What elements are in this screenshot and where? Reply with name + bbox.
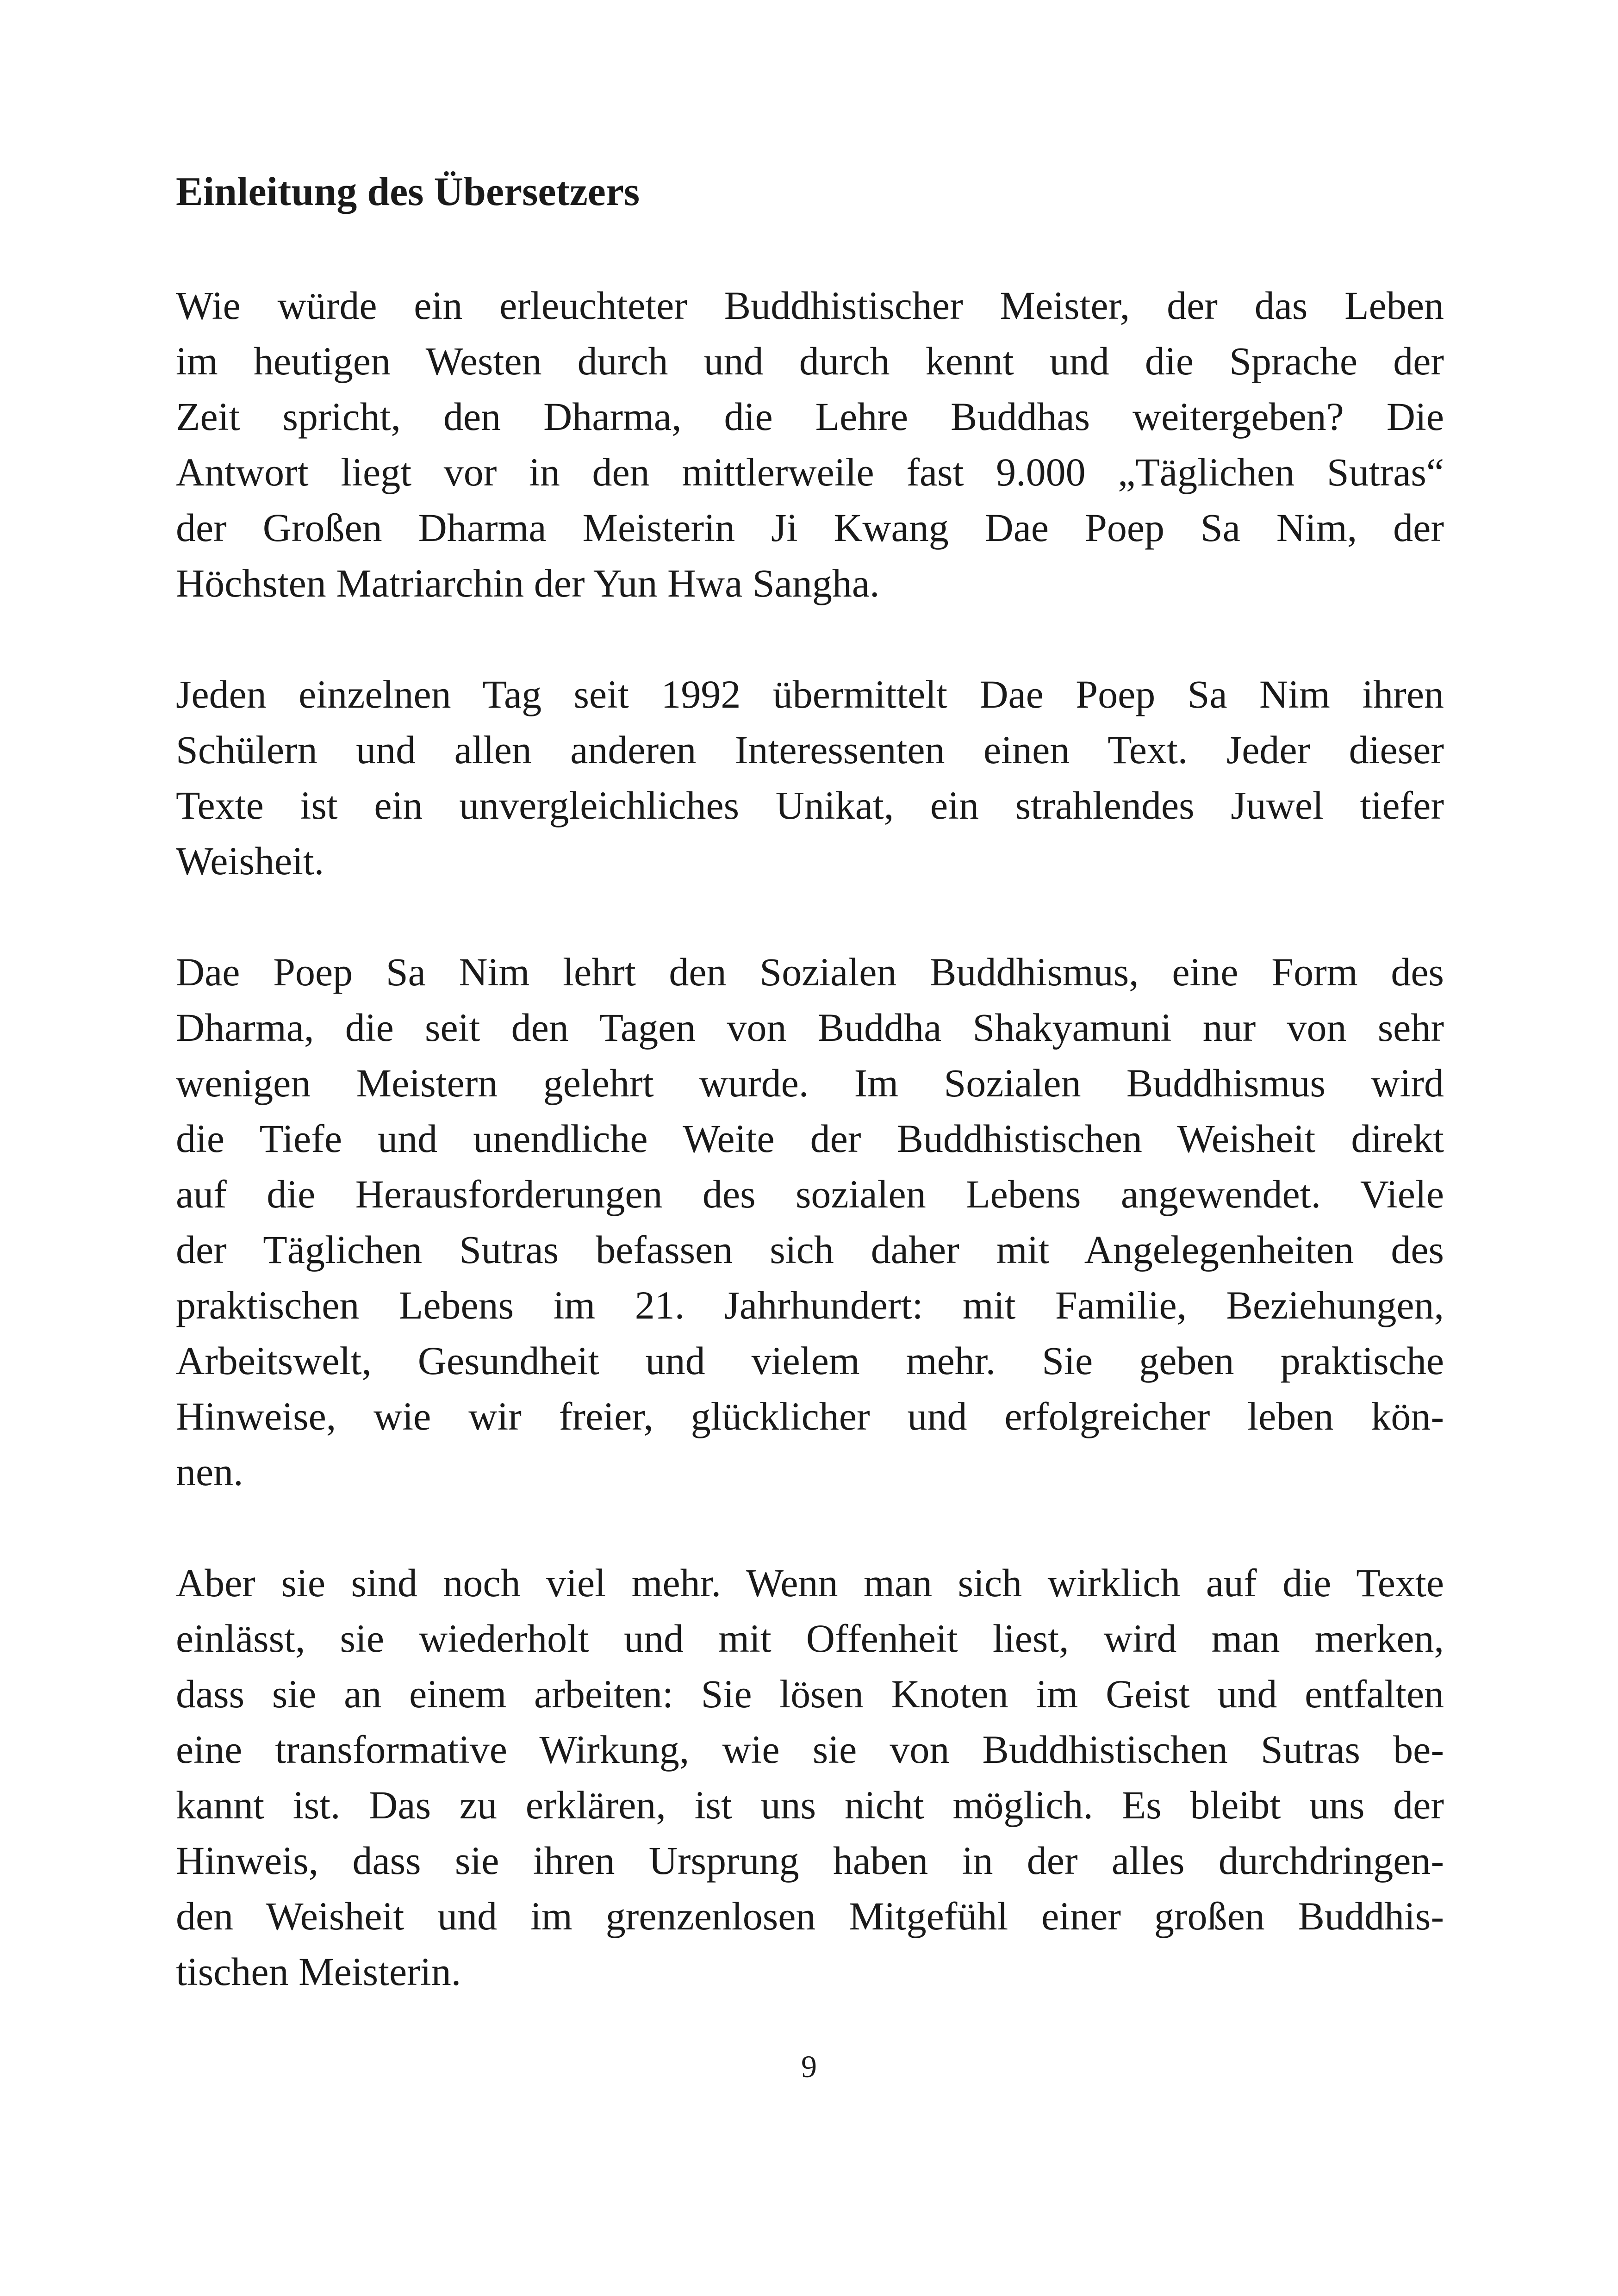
text-line: Hinweise, wie wir freier, glücklicher und erfolgreicher leben kön-	[176, 1394, 1444, 1438]
page-number: 9	[801, 2049, 817, 2084]
text-line: dass sie an einem arbeiten: Sie lösen Knoten im Geist und entfalten	[176, 1672, 1444, 1716]
text-line: praktischen Lebens im 21. Jahrhundert: mit Familie, Beziehungen,	[176, 1283, 1444, 1327]
paragraph-social-buddhism	[176, 944, 1444, 1500]
text-line: tischen Meisterin.	[176, 1949, 461, 1994]
paragraph-intro	[176, 278, 1444, 611]
text-line: den Weisheit und im grenzenlosen Mitgefühl einer großen Buddhis-	[176, 1894, 1444, 1938]
text-line: die Tiefe und unendliche Weite der Buddhistischen Weisheit direkt	[176, 1116, 1444, 1161]
text-line: wenigen Meistern gelehrt wurde. Im Sozialen Buddhismus wird	[176, 1061, 1444, 1105]
text-line: Zeit spricht, den Dharma, die Lehre Buddhas weitergeben? Die	[176, 394, 1444, 439]
paragraph-transformative	[176, 1555, 1444, 1999]
text-line: Jeden einzelnen Tag seit 1992 übermittelt Dae Poep Sa Nim ihren	[176, 672, 1444, 716]
text-line: eine transformative Wirkung, wie sie von Buddhistischen Sutras be-	[176, 1727, 1444, 1772]
text-line: der Großen Dharma Meisterin Ji Kwang Dae Poep Sa Nim, der	[176, 505, 1444, 550]
text-line: Weisheit.	[176, 839, 324, 883]
text-line: Dae Poep Sa Nim lehrt den Sozialen Buddhismus, eine Form des	[176, 950, 1444, 994]
text-line: Dharma, die seit den Tagen von Buddha Shakyamuni nur von sehr	[176, 1005, 1444, 1050]
text-line: auf die Herausforderungen des sozialen Lebens angewendet. Viele	[176, 1172, 1444, 1216]
text-line: Aber sie sind noch viel mehr. Wenn man sich wirklich auf die Texte	[176, 1561, 1444, 1605]
text-line: einlässt, sie wiederholt und mit Offenheit liest, wird man merken,	[176, 1616, 1444, 1661]
paragraph-daily-texts	[176, 666, 1444, 889]
text-line: Höchsten Matriarchin der Yun Hwa Sangha.	[176, 561, 880, 605]
text-line: der Täglichen Sutras befassen sich daher mit Angelegenheiten des	[176, 1227, 1444, 1272]
text-line: nen.	[176, 1450, 243, 1494]
text-line: Schülern und allen anderen Interessenten einen Text. Jeder dieser	[176, 728, 1444, 772]
text-line: im heutigen Westen durch und durch kennt und die Sprache der	[176, 339, 1444, 383]
text-line: Arbeitswelt, Gesundheit und vielem mehr. Sie geben praktische	[176, 1338, 1444, 1383]
text-line: Wie würde ein erleuchteter Buddhistischer Meister, der das Leben	[176, 283, 1444, 328]
text-line: kannt ist. Das zu erklären, ist uns nicht möglich. Es bleibt uns der	[176, 1783, 1444, 1827]
chapter-heading: Einleitung des Übersetzers	[176, 169, 640, 214]
text-line: Hinweis, dass sie ihren Ursprung haben in der alles durchdringen-	[176, 1838, 1444, 1883]
text-line: Antwort liegt vor in den mittlerweile fast 9.000 „Täglichen Sutras“	[176, 450, 1444, 494]
text-line: Texte ist ein unvergleichliches Unikat, ein strahlendes Juwel tiefer	[176, 783, 1444, 828]
